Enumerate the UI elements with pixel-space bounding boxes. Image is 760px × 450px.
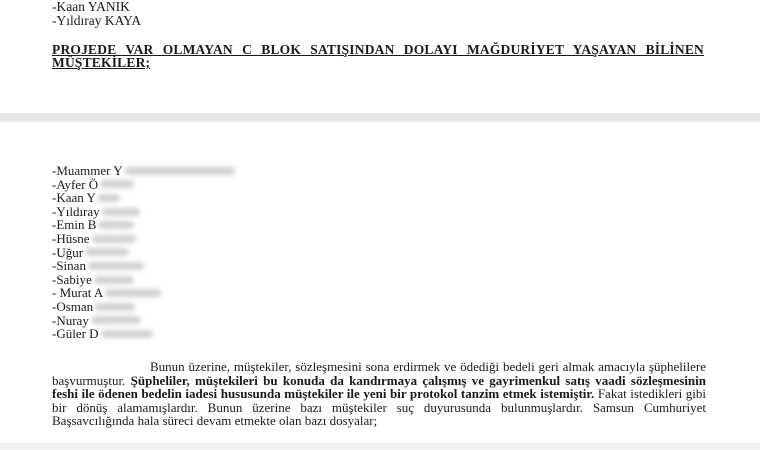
list-item xyxy=(52,286,235,300)
list-item xyxy=(52,232,235,246)
complainant-list xyxy=(52,164,235,341)
viewer-bottom-edge xyxy=(0,443,760,450)
complainant-name: -Sabiye xyxy=(52,271,92,287)
document-page-top xyxy=(0,0,760,113)
list-item xyxy=(52,246,235,260)
list-item xyxy=(52,327,235,341)
complainant-name: -Sinan xyxy=(52,258,86,274)
redaction-blur xyxy=(94,276,134,284)
list-item xyxy=(52,273,235,287)
list-item xyxy=(52,205,235,219)
complainant-name: -Kaan Y xyxy=(52,190,96,206)
list-item xyxy=(52,314,235,328)
redaction-blur xyxy=(92,235,136,243)
redaction-blur xyxy=(95,303,135,311)
complainant-name: -Yıldıray xyxy=(52,203,100,219)
redaction-blur xyxy=(85,248,129,256)
section-heading-c-blok: PROJEDE VAR OLMAYAN C BLOK SATIŞINDAN DOLAYI MAĞDURİYET YAŞAYAN BİLİNEN MÜŞTEKİLER; xyxy=(52,42,704,70)
redaction-blur xyxy=(102,208,140,216)
complainant-name: -Güler D xyxy=(52,326,99,342)
complainant-name: -Muammer Y xyxy=(52,163,123,178)
list-item xyxy=(52,300,235,314)
redaction-blur xyxy=(100,180,134,188)
redaction-blur xyxy=(101,330,153,338)
paragraph-text-bold: Şüpheliler, müştekileri bu konuda da kandırmaya çalışmış ve gayrimenkul satış vaadi sözleşmesinin feshi ile ödenen bedelin iadesi hususunda müştekiler ile yeni bir protokol tanzim etmek istemiştir. xyxy=(52,372,707,402)
complainant-name: -Nuray xyxy=(52,312,89,328)
complainant-line-kaan-yanik: -Kaan YANIK xyxy=(52,0,130,14)
paragraph-text-intro: Bunun üzerine, müştekiler, sözleşmesini sona erdirmek ve ödediği bedeli geri almak amacıyla şüphelilere başvurmuştur. xyxy=(52,359,706,388)
list-item xyxy=(52,191,235,205)
list-item xyxy=(52,178,235,192)
redaction-blur xyxy=(88,262,144,270)
list-item xyxy=(52,164,235,178)
redaction-blur xyxy=(105,289,161,297)
page-separator xyxy=(0,113,760,122)
complainant-name: -Emin B xyxy=(52,217,97,233)
redaction-blur xyxy=(98,194,120,202)
redaction-blur xyxy=(91,316,141,324)
redaction-blur xyxy=(125,167,235,175)
complainant-name: -Ayfer Ö xyxy=(52,176,99,192)
body-paragraph xyxy=(52,360,706,428)
list-item xyxy=(52,218,235,232)
paragraph-text-outro: Fakat istedikleri gibi bir dönüş alamamışlardır. Bunun üzerine bazı müştekiler suç duyurusunda bulunmuşlardır. Samsun Cumhuriyet Başsavcılığında hala süreci devam etmekte olan bazı dosyalar; xyxy=(52,386,707,429)
complainant-name: - Murat A xyxy=(52,285,104,301)
document-page-bottom xyxy=(0,122,760,450)
complainant-name: -Uğur xyxy=(52,244,84,260)
redaction-blur xyxy=(98,221,134,229)
list-item xyxy=(52,259,235,273)
complainant-name: -Hüsne xyxy=(52,230,90,246)
complainant-line-yildiray-kaya: -Yıldıray KAYA xyxy=(52,13,142,28)
complainant-name: -Osman xyxy=(52,298,94,314)
